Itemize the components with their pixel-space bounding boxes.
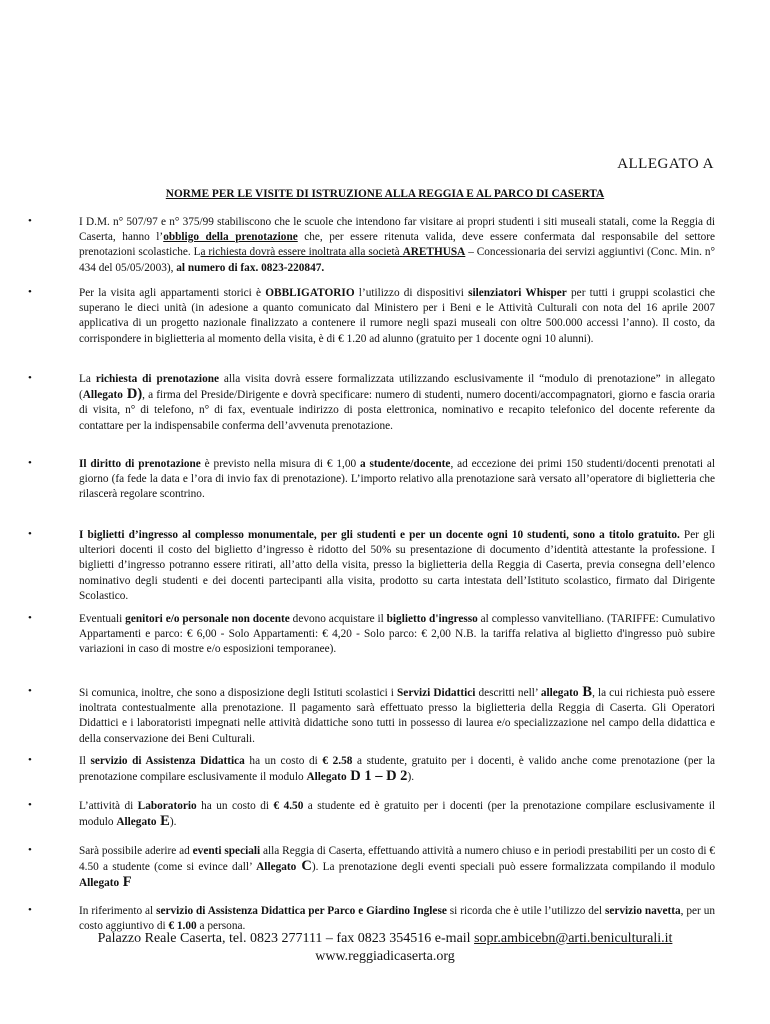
bullet-icon: • — [28, 799, 32, 811]
bullet-icon: • — [28, 685, 32, 697]
document-title: NORME PER LE VISITE DI ISTRUZIONE ALLA REGGIA E AL PARCO DI CASERTA — [165, 188, 605, 200]
bullet-icon: • — [28, 286, 32, 298]
bullet-icon: • — [28, 372, 32, 384]
bullet-icon: • — [28, 457, 32, 469]
paragraph-silenziatori: Per la visita agli appartamenti storici è OBBLIGATORIO l’utilizzo di dispositivi silenziatori Whisper per tutti i gruppi scolastici che superano le dieci unità (in adesione a quanto comunicato dal Ministero per i Beni e le Attività Culturali con nota del 16 aprile 2007 applicativa di un progetto nazionale finalizzato a contenere il rumore negli spazi museali con oltre 500.000 accessi l’anno). Il costo, da corrispondere in biglietteria al momento della visita, è di € 1.20 ad alunno (gratuito per 1 docente ogni 10 alunni). — [79, 287, 715, 345]
bullet-icon: • — [28, 528, 32, 540]
paragraph-servizio-navetta: In riferimento al servizio di Assistenza Didattica per Parco e Giardino Inglese si ricorda che è utile l’utilizzo del servizio navetta, per un costo aggiuntivo di € 1.00 a persona. — [79, 905, 715, 933]
paragraph-assistenza-didattica: Il servizio di Assistenza Didattica ha un costo di € 2.58 a studente, gratuito per i docenti, è valido anche come prenotazione (per la prenotazione compilare esclusivamente il modulo Allegato D 1 – D 2). — [79, 755, 716, 785]
attachment-label: ALLEGATO A — [617, 156, 714, 172]
footer-email-link[interactable]: sopr.ambicebn@arti.beniculturali.it — [474, 931, 673, 946]
paragraph-eventi-speciali: Sarà possibile aderire ad eventi speciali alla Reggia di Caserta, effettuando attività a numero chiuso e in periodi prestabiliti per un costo di € 4.50 a studente (come si evince dall’ Allegato C). La prenotazione degli eventi speciali può essere formalizzata compilando il modulo Allegato F — [79, 845, 715, 891]
bullet-icon: • — [28, 215, 32, 227]
bullet-icon: • — [28, 612, 32, 624]
footer-contacts: Palazzo Reale Caserta, tel. 0823 277111 – fax 0823 354516 e-mail sopr.ambicebn@arti.beniculturali.it — [97, 931, 673, 946]
bullet-icon: • — [28, 844, 32, 856]
paragraph-richiesta-prenotazione: La richiesta di prenotazione alla visita dovrà essere formalizzata utilizzando esclusivamente il “modulo di prenotazione” in allegato (Allegato D), a firma del Preside/Dirigente e dovrà specificare: numero di studenti, numero docenti/accompagnatori, giorno e fascia oraria di visita, n° di telefono, n° di fax, eventuale indirizzo di posta elettronica, nominativo e recapito telefonico del docente referente da contattare per la indispensabile conferma dell’avvenuta prenotazione. — [79, 373, 715, 432]
paragraph-genitori-tariffe: Eventuali genitori e/o personale non docente devono acquistare il biglietto d'ingresso al complesso vanvitelliano. (TARIFFE: Cumulativo Appartamenti e parco: € 6,00 - Solo Appartamenti: € 4,20 - Solo parco: € 2,00 N.B. la tariffa relativa al biglietto d'ingresso può subire variazioni in caso di mostre e/o esposizioni temporanee). — [79, 613, 715, 656]
paragraph-diritto-prenotazione: Il diritto di prenotazione è previsto nella misura di € 1,00 a studente/docente, ad eccezione dei primi 150 studenti/docenti prenotati al giorno (fa fede la data e l’ora di invio fax di prenotazione). L’importo relativo alla prenotazione sarà versato all’operatore di biglietteria che rilascerà regolare scontrino. — [79, 458, 715, 501]
paragraph-prenotazione-obbligo: I D.M. n° 507/97 e n° 375/99 stabiliscono che le scuole che intendono far visitare ai propri studenti i siti museali statali, come la Reggia di Caserta, hanno l’obbligo della prenotazione che, per essere ritenuta valida, deve essere confermata dal responsabile del settore prenotazioni scolastiche. La richiesta dovrà essere inoltrata alla società ARETHUSA – Concessionaria dei servizi aggiuntivi (Conc. Min. n° 434 del 05/05/2003), al numero di fax. 0823-220847. — [79, 216, 716, 274]
paragraph-biglietti-ingresso: I biglietti d’ingresso al complesso monumentale, per gli studenti e per un docente ogni 10 studenti, sono a titolo gratuito. Per gli ulteriori docenti il costo del biglietto d’ingresso è ridotto del 50% su presentazione di documento d’identità attestante la professione. I biglietti d’ingresso potranno essere ritirati, all’atto della visita, presso la biglietteria della Reggia di Caserta, previa consegna dell’elenco nominativo degli studenti e dei docenti partecipanti alla visita, prodotto su carta intestata dell’Istituto scolastico, firmato dal Dirigente Scolastico. — [79, 529, 715, 602]
bullet-icon: • — [28, 754, 32, 766]
footer-website[interactable]: www.reggiadicaserta.org — [315, 949, 455, 964]
bullet-icon: • — [28, 904, 32, 916]
paragraph-laboratorio: L’attività di Laboratorio ha un costo di € 4.50 a studente ed è gratuito per i docenti (per la prenotazione compilare esclusivamente il modulo Allegato E). — [79, 800, 715, 830]
paragraph-servizi-didattici: Si comunica, inoltre, che sono a disposizione degli Istituti scolastici i Servizi Didattici descritti nell’ allegato B, la cui richiesta può essere inoltrata contestualmente alla prenotazione. Il pagamento sarà effettuato presso la biglietteria della Reggia di Caserta. Gli Operatori Didattici e i laboratoristi impegnati nelle attività didattiche sono tutti in possesso di laurea e/o specializzazione nel campo della didattica e della conservazione dei Beni Culturali. — [79, 684, 715, 745]
